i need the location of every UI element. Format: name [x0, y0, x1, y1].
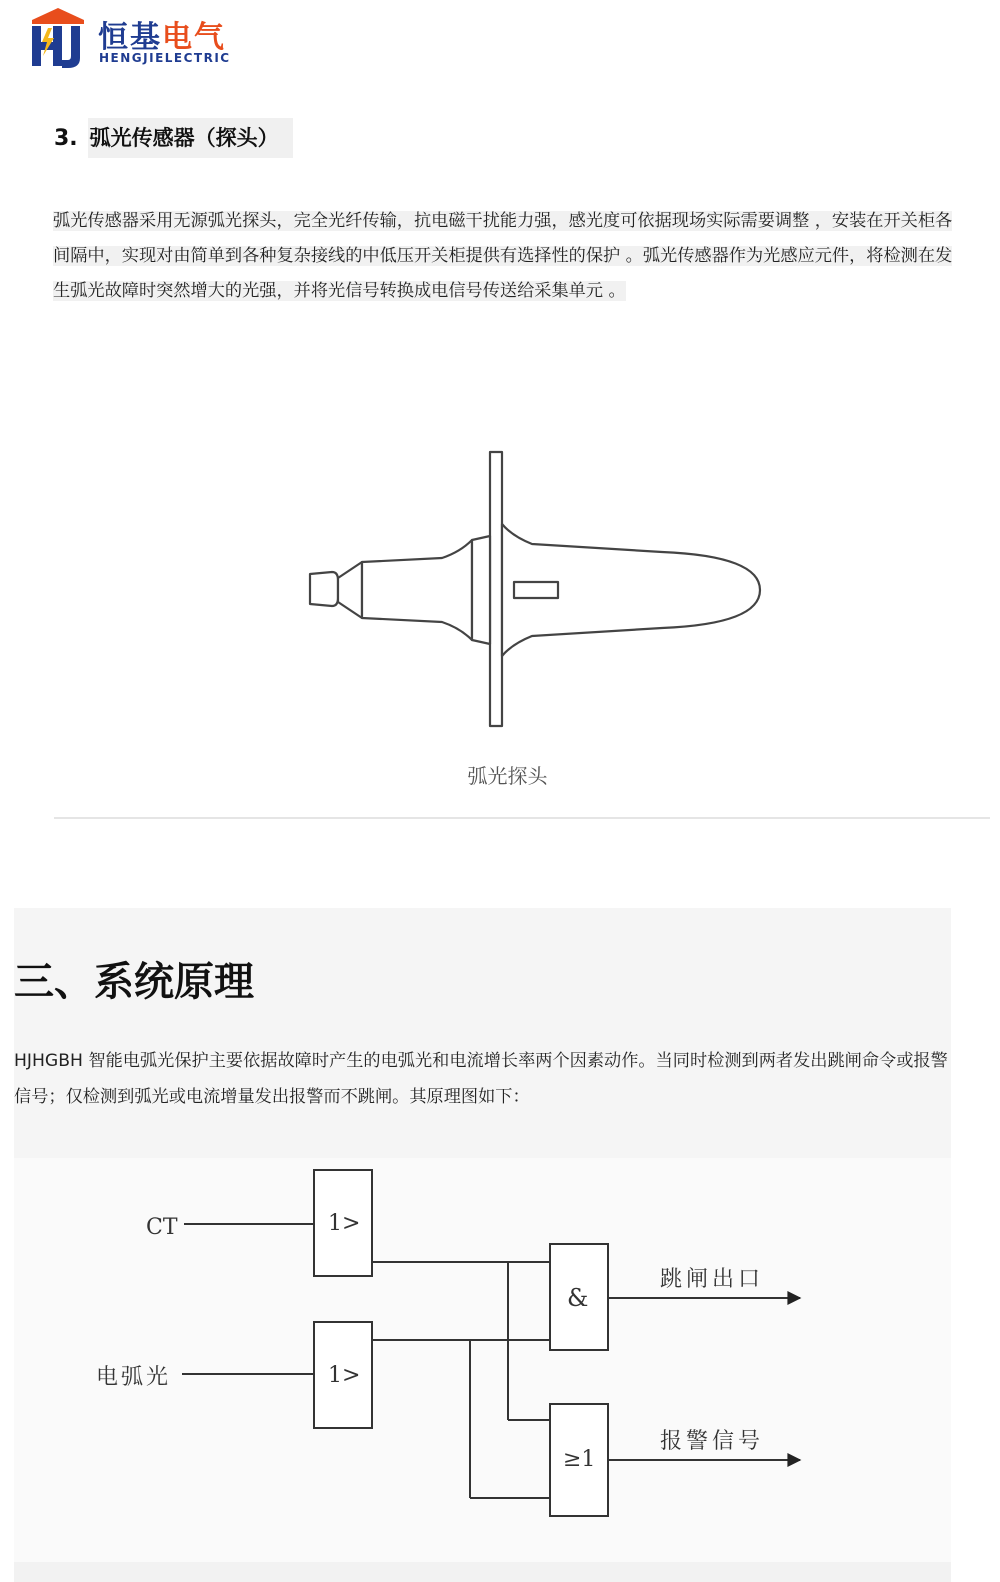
and-gate-label: & — [567, 1284, 589, 1312]
logic-diagram — [14, 1158, 951, 1562]
system-section-background — [14, 908, 951, 1158]
arc-probe-illustration — [290, 440, 780, 740]
input-arc-label: 电弧光 — [96, 1365, 172, 1390]
arc-comparator-label: 1> — [328, 1363, 361, 1388]
bottom-strip — [14, 1562, 951, 1582]
section-3-heading — [54, 118, 293, 158]
sensor-description — [53, 204, 953, 309]
output-alarm-label: 报警信号 — [660, 1429, 765, 1454]
logo-text-en: HENGJIELECTRIC — [99, 51, 231, 65]
or-gate-label: ≥1 — [563, 1447, 596, 1472]
figure-caption: 弧光探头 — [467, 764, 548, 788]
logo-text-cn: 恒基电气 — [98, 20, 226, 55]
company-logo — [26, 6, 266, 70]
system-section-title: 三、系统原理 — [14, 959, 254, 1005]
section-divider — [54, 817, 990, 819]
system-description: HJHGBH 智能电弧光保护主要依据故障时产生的电弧光和电流增长率两个因素动作。当同时检测到两者发出跳闸命令或报警信号；仅检测到弧光或电流增量发出报警而不跳闸。其原理图如下： — [14, 1051, 948, 1107]
output-trip-label: 跳闸出口 — [660, 1267, 765, 1292]
section-number: 3. — [54, 125, 78, 151]
input-ct-label: CT — [146, 1215, 178, 1240]
section-title: 弧光传感器（探头） — [88, 118, 293, 158]
ct-comparator-label: 1> — [328, 1211, 361, 1236]
hj-lightning-logo-icon — [26, 6, 90, 70]
sensor-description-text: 弧光传感器采用无源弧光探头，完全光纤传输，抗电磁干扰能力强，感光度可依据现场实际需要调整 ，安装在开关柜各间隔中，实现对由简单到各种复杂接线的中低压开关柜提供有选择性的保护 。弧光传感器作为光感应元件，将检测在发生弧光故障时突然增大的光强，并将光信号转换成电信号传送给采集单元 。 — [53, 211, 953, 301]
